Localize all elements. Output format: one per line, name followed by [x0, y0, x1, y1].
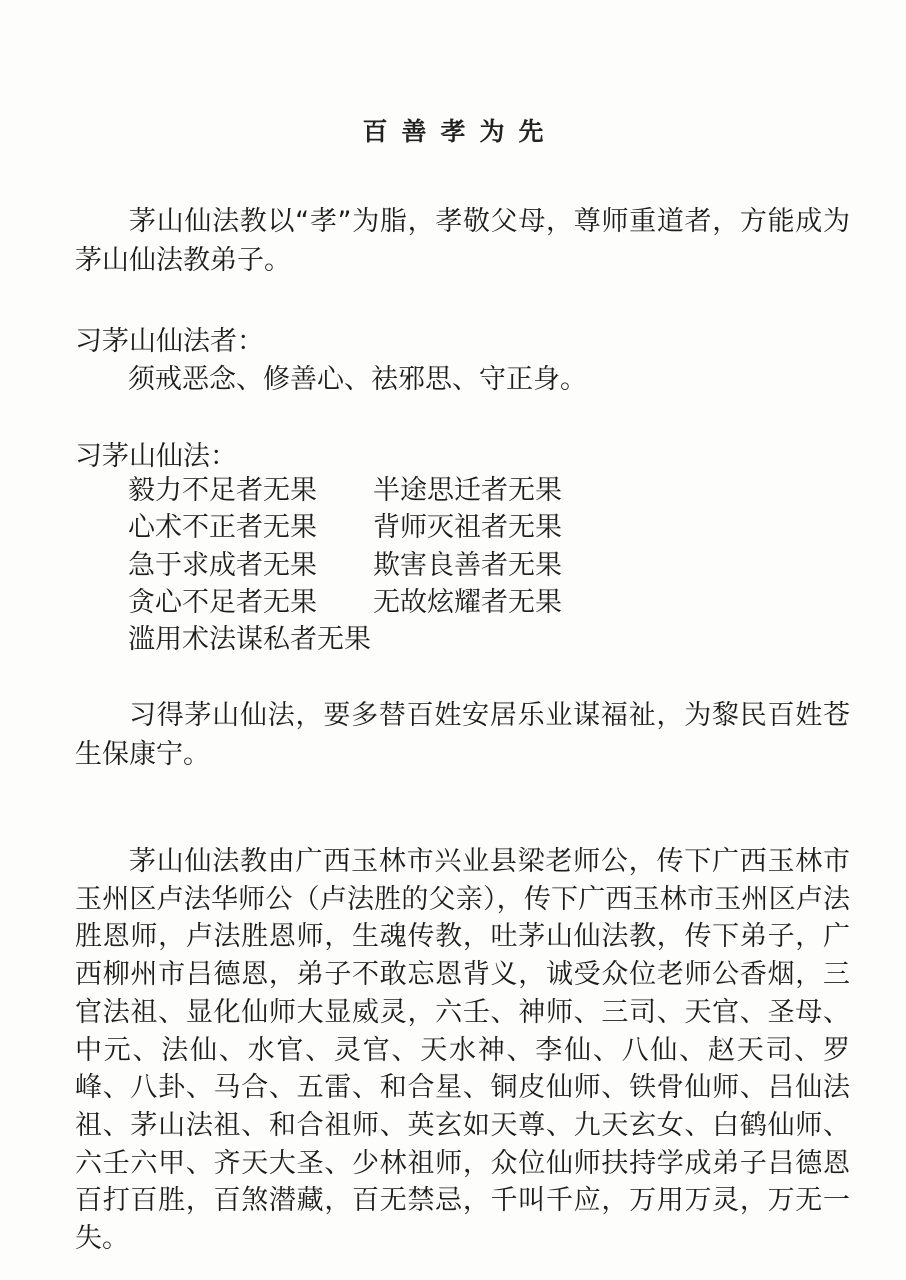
intro-paragraph: 茅山仙法教以“孝”为脂，孝敬父母，尊师重道者，方能成为茅山仙法教弟子。: [75, 206, 850, 276]
rule-row-3-left: 急于求成者无果: [128, 550, 317, 581]
welfare-paragraph: 习得茅山仙法，要多替百姓安居乐业谋福祉，为黎民百姓苍生保康宁。: [75, 700, 850, 770]
page-title: 百善孝为先: [362, 117, 558, 146]
section1-rule: 须戒恶念、修善心、祛邪思、守正身。: [128, 364, 587, 395]
lineage-paragraph: 茅山仙法教由广西玉林市兴业县梁老师公，传下广西玉林市玉州区卢法华师公（卢法胜的父亲），传下广西玉林市玉州区卢法胜恩师，卢法胜恩师，生魂传教，吐茅山仙法教，传下弟子，广西柳州市吕德恩，弟子不敢忘恩背义，诚受众位老师公香烟，三官法祖、显化仙师大显威灵，六壬、神师、三司、天官、圣母、中元、法仙、水官、灵官、天水神、李仙、八仙、赵天司、罗峰、八卦、马合、五雷、和合星、铜皮仙师、铁骨仙师、吕仙法祖、茅山法祖、和合祖师、英玄如天尊、九天玄女、白鹤仙师、六壬六甲、齐天大圣、少林祖师，众位仙师扶持学成弟子吕德恩百打百胜，百煞潜藏，百无禁忌，千叫千应，万用万灵，万无一失。: [75, 846, 850, 1255]
section2-heading: 习茅山仙法：: [75, 441, 237, 472]
rule-row-4-right: 无故炫耀者无果: [373, 587, 562, 618]
rule-row-1-right: 半途思迁者无果: [373, 475, 562, 506]
rule-row-4-left: 贪心不足者无果: [128, 587, 317, 618]
rule-last: 滥用术法谋私者无果: [128, 624, 371, 655]
rule-row-3-right: 欺害良善者无果: [373, 550, 562, 581]
rule-row-2-left: 心术不正者无果: [128, 512, 317, 543]
section1-heading: 习茅山仙法者：: [75, 326, 264, 357]
rule-row-2-right: 背师灭祖者无果: [373, 512, 562, 543]
rule-row-1-left: 毅力不足者无果: [128, 475, 317, 506]
